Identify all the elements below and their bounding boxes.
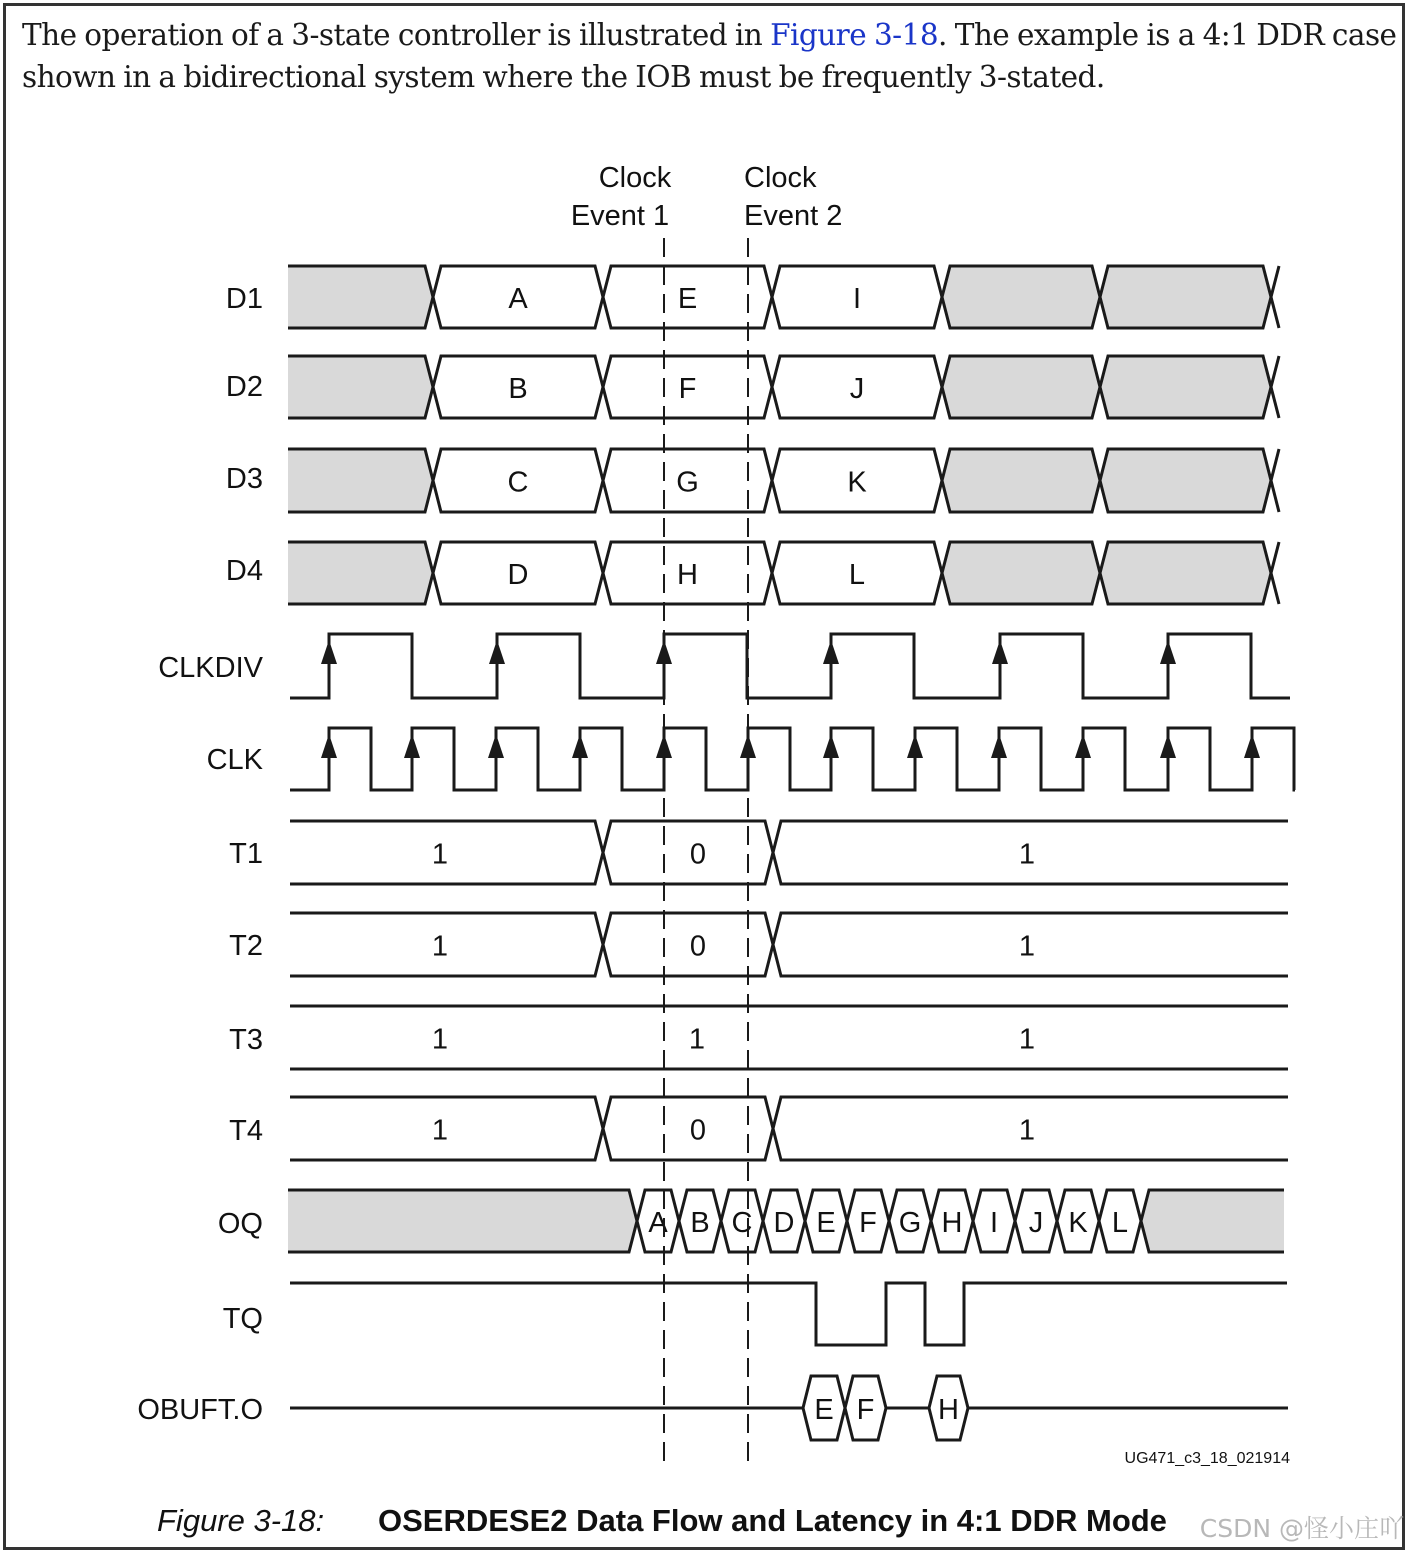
d1-edge (1271, 266, 1279, 297)
d2-edge (1271, 356, 1279, 387)
d1-cell-fill (288, 266, 433, 328)
d2-value: J (849, 373, 865, 405)
d3-value: G (676, 466, 699, 499)
clk-rise-arrow (907, 734, 923, 758)
clk-rise-arrow (488, 734, 504, 758)
clk-wave (290, 728, 1295, 790)
oq-value: H (941, 1207, 963, 1239)
obuft-value: F (856, 1394, 875, 1426)
label-t3: T3 (229, 1024, 263, 1056)
d2-cell-fill (942, 356, 1100, 418)
oq-value: A (648, 1207, 668, 1239)
oq-value: B (690, 1207, 710, 1239)
figure-link[interactable]: Figure 3-18 (770, 18, 939, 52)
intro-text-2: . The example is a 4:1 DDR case shown in a bidirectional system where the IOB must be frequently 3-stated. (22, 18, 1397, 94)
d2-edge (1271, 387, 1279, 418)
d3-edge (1271, 481, 1279, 513)
tq-wave (290, 1283, 1287, 1345)
d4-value: L (848, 559, 866, 591)
label-t1: T1 (229, 838, 263, 870)
oq-value: I (989, 1207, 999, 1239)
clk-rise-arrow (823, 734, 839, 758)
label-d4: D4 (225, 555, 263, 587)
t1-value: 1 (1018, 838, 1036, 871)
clkdiv-rise-arrow (1160, 640, 1176, 664)
d4-cell-fill (942, 542, 1100, 604)
event1-line2: Event 1 (570, 200, 670, 232)
d3-value: C (507, 466, 529, 499)
obuft-value: E (814, 1394, 834, 1426)
d4-value: D (507, 559, 529, 591)
label-clkdiv: CLKDIV (158, 652, 263, 684)
d4-edge (1271, 542, 1279, 573)
d3-edge (1271, 449, 1279, 481)
oq-cell-fill (1141, 1190, 1284, 1252)
t2-value: 1 (431, 930, 449, 963)
oq-value: G (898, 1207, 922, 1239)
t4-value: 0 (689, 1114, 707, 1147)
t2-value: 0 (689, 930, 707, 963)
t3-value: 1 (688, 1023, 706, 1056)
t4-value: 1 (431, 1114, 449, 1147)
clk-rise-arrow (572, 734, 588, 758)
d1-value: E (677, 283, 698, 315)
waveforms (288, 266, 1295, 1440)
oq-value: K (1068, 1207, 1088, 1239)
oq-value: L (1111, 1207, 1129, 1239)
caption-number: Figure 3-18: (157, 1503, 325, 1538)
obuft-value: H (938, 1394, 959, 1426)
clkdiv-rise-arrow (823, 640, 839, 664)
d2-value: B (508, 373, 528, 405)
d4-cell-fill (288, 542, 433, 604)
clk-rise-arrow (991, 734, 1007, 758)
clkdiv-rise-arrow (992, 640, 1008, 664)
d4-cell-fill (1100, 542, 1271, 604)
label-d3: D3 (225, 463, 263, 495)
label-obuft-o: OBUFT.O (137, 1394, 263, 1426)
label-t4: T4 (229, 1115, 263, 1147)
d1-edge (1271, 297, 1279, 328)
oq-value: F (859, 1207, 877, 1239)
label-d1: D1 (225, 283, 263, 315)
label-oq: OQ (217, 1208, 263, 1240)
oq-value: D (773, 1207, 795, 1239)
d3-cell-fill (942, 449, 1100, 512)
t1-value: 0 (689, 838, 707, 871)
d1-cell-fill (1100, 266, 1271, 328)
t4-value: 1 (1018, 1114, 1036, 1147)
event1-line1: Clock (598, 162, 672, 194)
oq-value: E (816, 1207, 836, 1239)
d2-cell-fill (1100, 356, 1271, 418)
d2-cell-fill (288, 356, 433, 418)
label-tq: TQ (222, 1303, 263, 1335)
label-t2: T2 (229, 930, 263, 962)
t3-value: 1 (1018, 1023, 1036, 1056)
oq-value: C (731, 1207, 753, 1239)
watermark: CSDN @怪小庄吖 (1199, 1514, 1404, 1543)
figure-id: UG471_c3_18_021914 (1124, 1450, 1290, 1467)
t3-value: 1 (431, 1023, 449, 1056)
event2-line2: Event 2 (744, 200, 843, 232)
clkdiv-wave (290, 634, 1290, 698)
clkdiv-rise-arrow (489, 640, 505, 664)
clk-rise-arrow (404, 734, 420, 758)
clk-rise-arrow (321, 734, 337, 758)
clk-rise-arrow (1160, 734, 1176, 758)
t2-value: 1 (1018, 930, 1036, 963)
d4-edge (1271, 573, 1279, 604)
oq-value: J (1028, 1207, 1044, 1239)
d1-value: I (852, 283, 862, 315)
label-clk: CLK (206, 744, 263, 776)
d1-value: A (508, 283, 528, 315)
caption-title: OSERDESE2 Data Flow and Latency in 4:1 DDR Mode (378, 1503, 1167, 1538)
d3-value: K (847, 466, 867, 499)
t1-value: 1 (431, 838, 449, 871)
event2-line1: Clock (744, 162, 817, 194)
d3-cell-fill (1100, 449, 1271, 512)
d2-value: F (678, 373, 697, 405)
clk-rise-arrow (1075, 734, 1091, 758)
d3-cell-fill (288, 449, 433, 512)
intro-text-1: The operation of a 3-state controller is illustrated in (22, 18, 771, 52)
label-d2: D2 (225, 371, 263, 403)
d1-cell-fill (942, 266, 1100, 328)
clk-rise-arrow (1244, 734, 1260, 758)
d4-value: H (677, 559, 698, 591)
oq-cell-fill (288, 1190, 637, 1252)
clkdiv-rise-arrow (321, 640, 337, 664)
